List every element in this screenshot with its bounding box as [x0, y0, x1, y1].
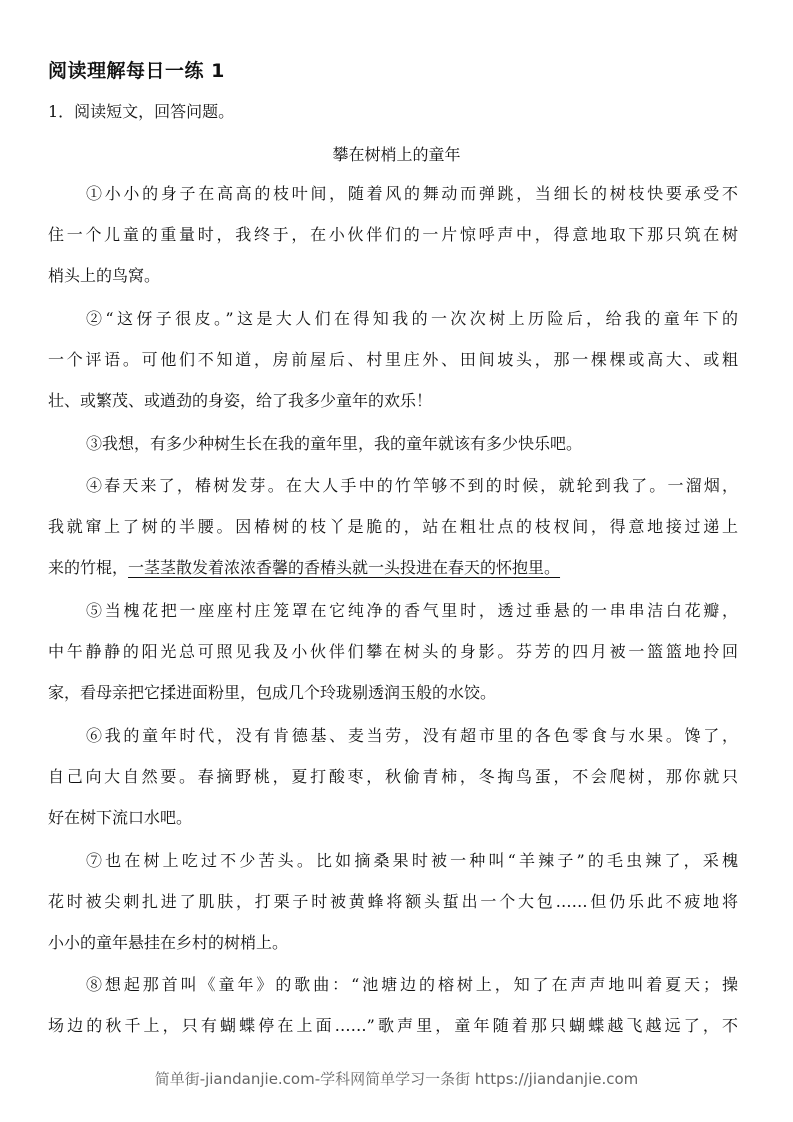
- paragraph-3: [48, 423, 738, 464]
- text-line: ⑦也在树上吃过不少苦头。比如摘桑果时被一种叫“羊辣子”的毛虫辣了，采槐: [86, 851, 738, 870]
- text-line: ⑥我的童年时代，没有肯德基、麦当劳，没有超市里的各色零食与水果。馋了，: [86, 726, 738, 745]
- paragraph-2: [48, 298, 738, 421]
- text-line: 场边的秋千上，只有蝴蝶停在上面……”歌声里，童年随着那只蝴蝶越飞越远了，不: [48, 1016, 738, 1035]
- text-line: ⑧想起那首叫《童年》的歌曲：“池塘边的榕树上，知了在声声地叫着夏天；操: [86, 975, 738, 994]
- text-line: 壮、或繁茂、或遒劲的身姿，给了我多少童年的欢乐！: [48, 391, 433, 410]
- text-line: ④春天来了，椿树发芽。在大人手中的竹竿够不到的时候，就轮到我了。一溜烟，: [86, 476, 738, 495]
- text-line: ⑤当槐花把一座座村庄笼罩在它纯净的香气里时，透过垂悬的一串串洁白花瓣，: [86, 601, 738, 620]
- footer-watermark: 简单街-jiandanjie.com-学科网简单学习一条街 https://jiandanjie.com: [154, 1070, 639, 1088]
- paragraph-5: [48, 590, 738, 713]
- text-segment: 来的竹棍，: [48, 558, 129, 577]
- question-prompt: 1．阅读短文，回答问题。: [48, 102, 235, 121]
- paragraph-6: [48, 715, 738, 838]
- page-heading: 阅读理解每日一练 1: [48, 60, 225, 82]
- paragraph-1: [48, 173, 738, 296]
- text-line: ①小小的身子在高高的枝叶间，随着风的舞动而弹跳，当细长的树枝快要承受不: [86, 184, 738, 203]
- text-line: 一个评语。可他们不知道，房前屋后、村里庄外、田间坡头，那一棵棵或高大、或粗: [48, 350, 738, 369]
- text-line: 我就窜上了树的半腰。因椿树的枝丫是脆的，站在粗壮点的枝杈间，得意地接过递上: [48, 517, 738, 536]
- text-line: ③我想，有多少种树生长在我的童年里，我的童年就该有多少快乐吧。: [86, 434, 583, 453]
- text-line: 小小的童年悬挂在乡村的树梢上。: [48, 933, 289, 952]
- text-line: 花时被尖刺扎进了肌肤，打栗子时被黄蜂将额头蜇出一个大包……但仍乐此不疲地将: [48, 892, 738, 911]
- paragraph-8: [48, 964, 738, 1046]
- text-line: 好在树下流口水吧。: [48, 808, 193, 827]
- article-title: 攀在树梢上的童年: [332, 145, 461, 164]
- text-line: 住一个儿童的重量时，我终于，在小伙伴们的一片惊呼声中，得意地取下那只筑在树: [48, 225, 738, 244]
- text-line: 家，看母亲把它揉进面粉里，包成几个玲珑剔透润玉般的水饺。: [48, 683, 497, 702]
- paragraph-4: [48, 465, 738, 588]
- text-line: ②“这伢子很皮。”这是大人们在得知我的一次次树上历险后，给我的童年下的: [86, 309, 738, 328]
- paragraph-7: [48, 840, 738, 963]
- text-line: 梢头上的鸟窝。: [48, 266, 161, 285]
- text-line: 自己向大自然要。春摘野桃，夏打酸枣，秋偷青柿，冬掏鸟蛋，不会爬树，那你就只: [48, 767, 738, 786]
- text-line: 中午静静的阳光总可照见我及小伙伴们攀在树头的身影。芬芳的四月被一篮篮地拎回: [48, 642, 738, 661]
- underlined-sentence: 一茎茎散发着浓浓香馨的香椿头就一头投进在春天的怀抱里。: [128, 558, 561, 577]
- text-line: [48, 547, 738, 588]
